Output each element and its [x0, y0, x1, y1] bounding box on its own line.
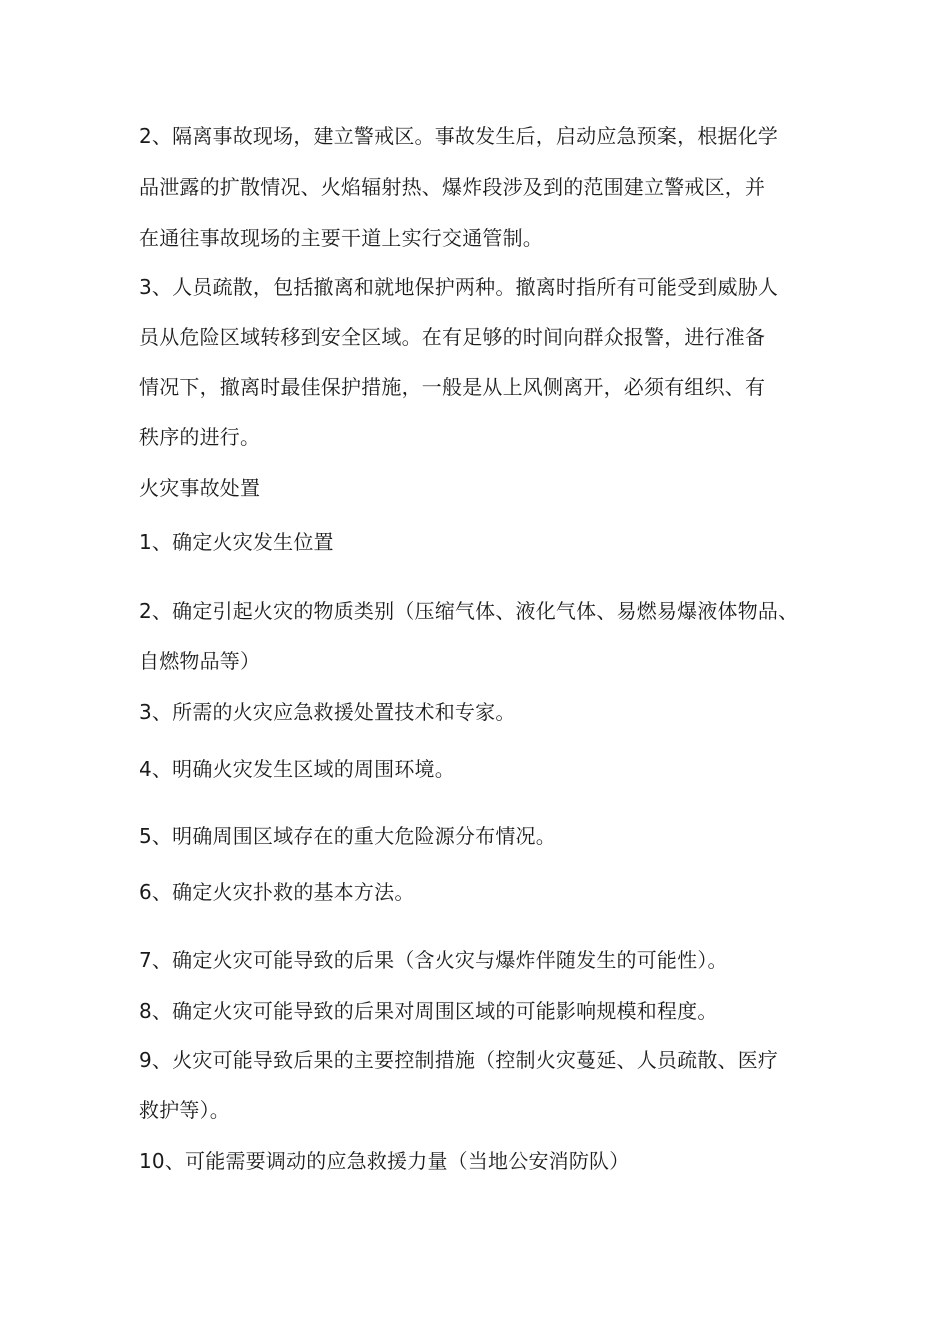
list-item-5: 5、明确周围区域存在的重大危险源分布情况。 — [139, 824, 556, 848]
list-item-10: 10、可能需要调动的应急救援力量（当地公安消防队） — [139, 1149, 630, 1173]
list-item-1: 1、确定火灾发生位置 — [139, 530, 334, 554]
list-item-7: 7、确定火灾可能导致的后果（含火灾与爆炸伴随发生的可能性）。 — [139, 948, 728, 972]
list-item-3: 3、所需的火灾应急救援处置技术和专家。 — [139, 700, 516, 724]
list-item-9-line-2: 救护等）。 — [139, 1098, 230, 1122]
list-item-6: 6、确定火灾扑救的基本方法。 — [139, 880, 415, 904]
paragraph-3-line-3: 情况下，撤离时最佳保护措施，一般是从上风侧离开，必须有组织、有 — [139, 375, 766, 399]
paragraph-2-line-2: 品泄露的扩散情况、火焰辐射热、爆炸段涉及到的范围建立警戒区，并 — [139, 175, 766, 199]
list-item-4: 4、明确火灾发生区域的周围环境。 — [139, 757, 455, 781]
list-item-2-line-1: 2、确定引起火灾的物质类别（压缩气体、液化气体、易燃易爆液体物品、 — [139, 599, 799, 623]
paragraph-3-line-2: 员从危险区域转移到安全区域。在有足够的时间向群众报警，进行准备 — [139, 325, 766, 349]
paragraph-2-line-1: 2、隔离事故现场，建立警戒区。事故发生后，启动应急预案，根据化学 — [139, 124, 779, 148]
paragraph-2-line-3: 在通往事故现场的主要干道上实行交通管制。 — [139, 226, 543, 250]
paragraph-3-line-1: 3、人员疏散，包括撤离和就地保护两种。撤离时指所有可能受到威胁人 — [139, 275, 779, 299]
list-item-8: 8、确定火灾可能导致的后果对周围区域的可能影响规模和程度。 — [139, 999, 718, 1023]
list-item-2-line-2: 自燃物品等） — [139, 649, 261, 673]
list-item-9-line-1: 9、火灾可能导致后果的主要控制措施（控制火灾蔓延、人员疏散、医疗 — [139, 1048, 779, 1072]
section-heading-fire: 火灾事故处置 — [139, 476, 261, 500]
paragraph-3-line-4: 秩序的进行。 — [139, 425, 261, 449]
